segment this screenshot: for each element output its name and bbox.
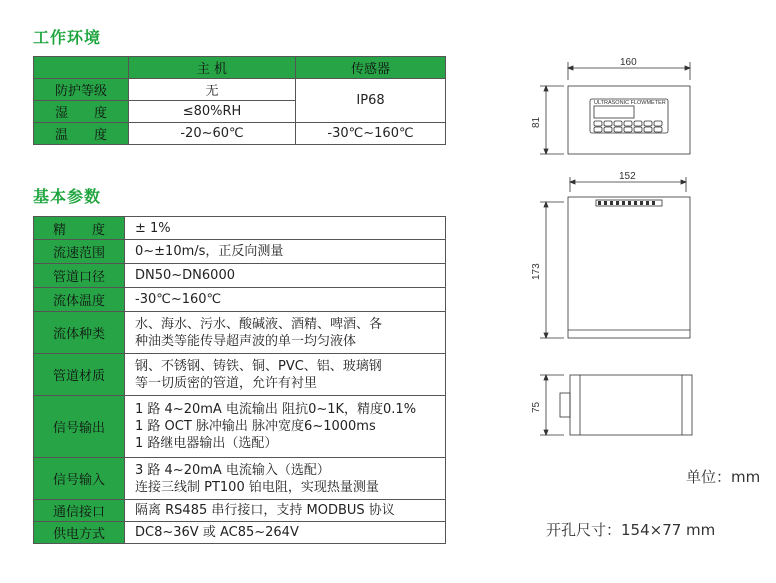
param-label: 通信接口	[34, 500, 125, 522]
param-line: 1 路继电器输出（选配）	[135, 436, 278, 451]
param-label: 管道口径	[34, 264, 125, 288]
param-line: 水、海水、污水、酸碱液、酒精、啤酒、各	[135, 316, 383, 332]
dimension-drawing	[530, 50, 770, 520]
env-table	[33, 56, 446, 145]
top-depth-label: 173	[531, 263, 542, 280]
param-label: 信号输入	[34, 458, 125, 500]
param-line: 等一切质密的管道，允许有衬里	[135, 375, 318, 391]
env-title: 工作环境	[33, 28, 102, 47]
param-line: 3 路 4~20mA 电流输入（选配）	[135, 462, 330, 478]
param-line: -30℃~160℃	[135, 292, 222, 307]
unit-note: 单位：mm	[686, 468, 761, 486]
param-line: 种油类等能传导超声波的单一均匀液体	[135, 333, 357, 349]
params-table	[33, 216, 446, 544]
front-panel-text: ULTRASONIC FLOWMETER	[594, 100, 666, 106]
param-value	[125, 522, 446, 544]
param-value	[125, 288, 446, 312]
env-sensor-value: -30℃~160℃	[296, 123, 446, 145]
param-label: 精 度	[34, 217, 125, 240]
env-host-value: ≤80%RH	[129, 101, 296, 123]
env-header-sensor: 传感器	[296, 57, 446, 79]
params-title: 基本参数	[33, 187, 102, 206]
cutout-note: 开孔尺寸：154×77 mm	[546, 521, 716, 539]
param-label: 供电方式	[34, 522, 125, 544]
param-line: DN50~DN6000	[135, 268, 235, 283]
param-value	[125, 312, 446, 354]
env-row-label: 温 度	[34, 123, 129, 145]
param-value	[125, 500, 446, 522]
param-label: 信号输出	[34, 396, 125, 458]
param-line: 1 路 4~20mA 电流输出 阻抗0~1K，精度0.1%	[135, 402, 417, 417]
front-width-label: 160	[620, 57, 637, 68]
front-height-label: 81	[531, 116, 542, 128]
env-sensor-value: IP68	[296, 79, 446, 123]
env-header-blank	[34, 57, 129, 79]
env-host-value: 无	[129, 79, 296, 101]
side-height-label: 75	[531, 401, 542, 413]
param-line: 0~±10m/s，正反向测量	[135, 244, 284, 259]
env-header-host: 主 机	[129, 57, 296, 79]
param-label: 流速范围	[34, 240, 125, 264]
param-label: 流体温度	[34, 288, 125, 312]
top-width-label: 152	[619, 171, 636, 182]
param-value	[125, 240, 446, 264]
param-line: ± 1%	[135, 220, 171, 236]
env-host-value: -20~60℃	[129, 123, 296, 145]
param-line: DC8~36V 或 AC85~264V	[135, 525, 299, 540]
param-value	[125, 396, 446, 458]
param-label: 流体种类	[34, 312, 125, 354]
param-value	[125, 458, 446, 500]
param-line: 钢、不锈钢、铸铁、铜、PVC、铝、玻璃钢	[135, 358, 382, 374]
env-row-label: 湿 度	[34, 101, 129, 123]
param-line: 1 路 OCT 脉冲输出 脉冲宽度6~1000ms	[135, 419, 376, 434]
param-value	[125, 354, 446, 396]
param-line: 连接三线制 PT100 铂电阻，实现热量测量	[135, 479, 379, 495]
param-line: 隔离 RS485 串行接口，支持 MODBUS 协议	[135, 503, 395, 518]
param-value	[125, 217, 446, 240]
param-value	[125, 264, 446, 288]
env-row-label: 防护等级	[34, 79, 129, 101]
param-label: 管道材质	[34, 354, 125, 396]
